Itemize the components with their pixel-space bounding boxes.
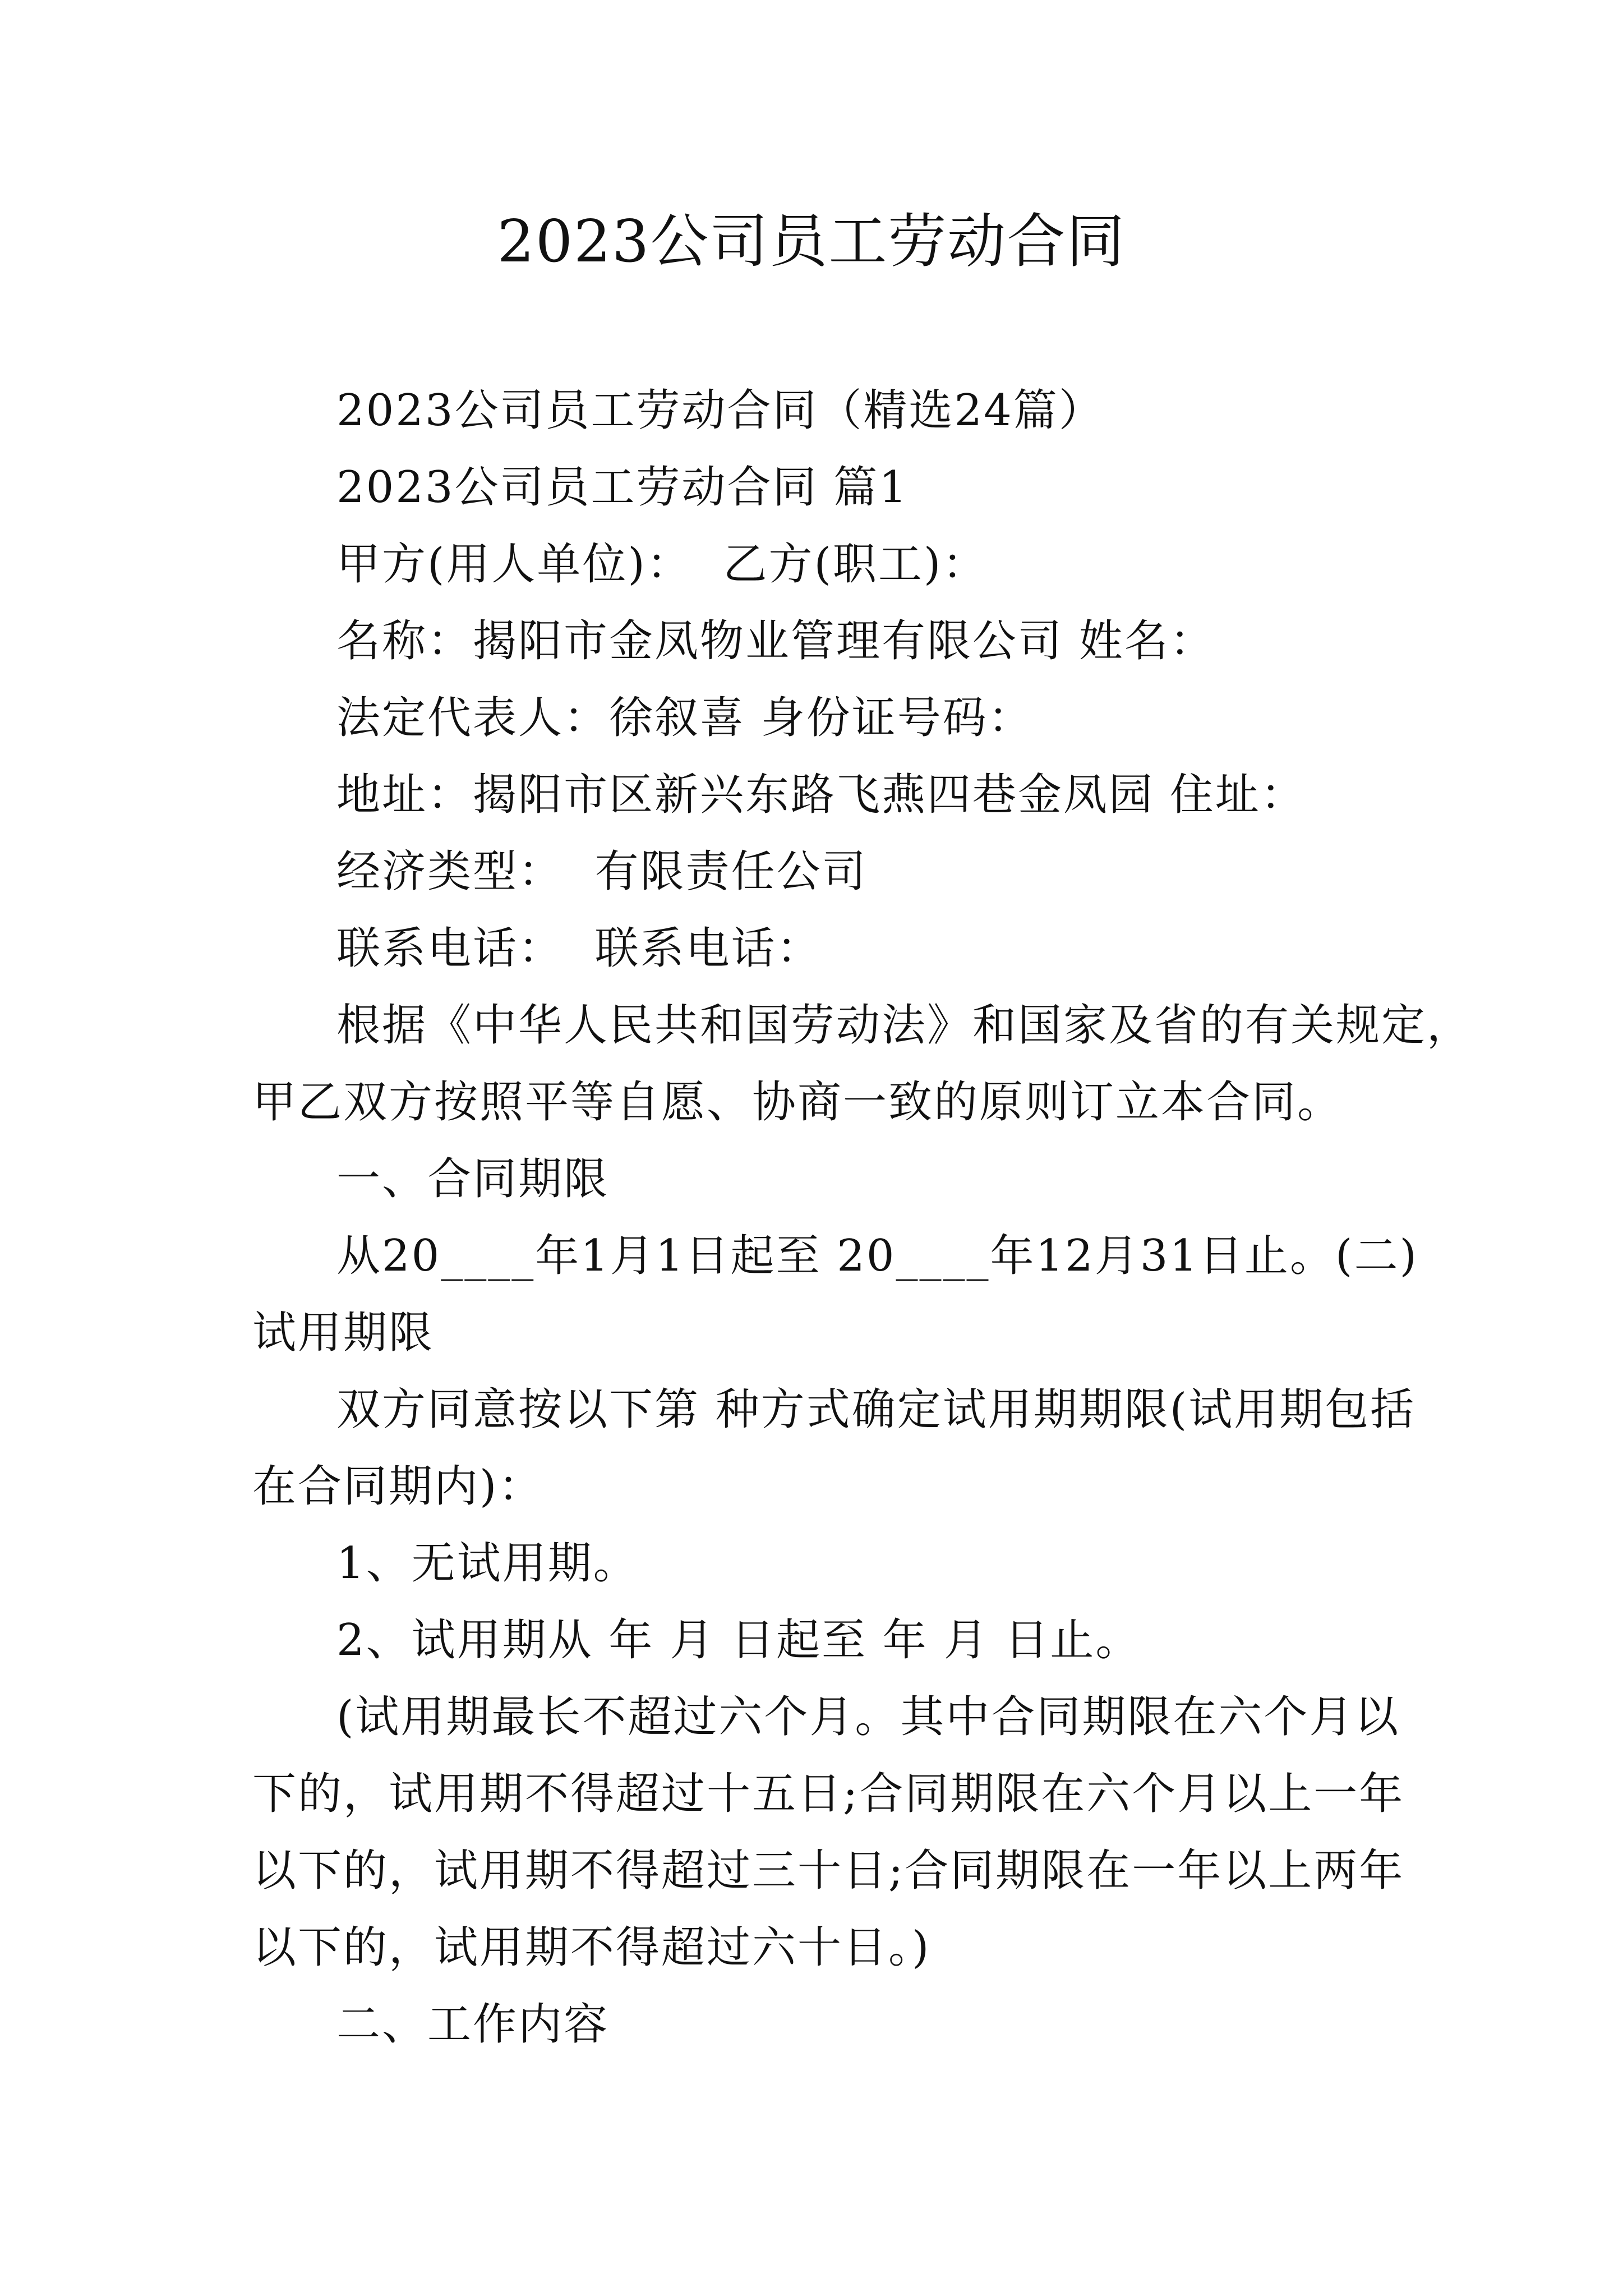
paragraph: [252, 1141, 1385, 1218]
paragraph-line: 甲方(用人单位)： 乙方(职工)：: [336, 539, 988, 590]
paragraph-line: 联系电话： 联系电话：: [336, 923, 822, 974]
paragraph-line: 以下的，试用期不得超过三十日;合同期限在一年以上两年: [252, 1846, 1405, 1896]
paragraph-line: 地址：揭阳市区新兴东路飞燕四巷金凤园 住址：: [336, 770, 1306, 820]
paragraph-line: 根据《中华人民共和国劳动法》和国家及省的有关规定，: [336, 1000, 1473, 1051]
paragraph-line: 从20____年1月1日起至 20____年12月31日止。(二): [336, 1231, 1418, 1281]
paragraph-line: (试用期最长不超过六个月。其中合同期限在六个月以: [336, 1692, 1400, 1742]
paragraph: [252, 1602, 1385, 1679]
paragraph-line: 法定代表人：徐叙喜 身份证号码：: [336, 693, 1034, 743]
paragraph: [252, 603, 1385, 680]
paragraph-line: 名称：揭阳市金凤物业管理有限公司 姓名：: [336, 616, 1215, 666]
document-body: [252, 372, 1473, 2063]
paragraph: [252, 1372, 1416, 1525]
paragraph-line: 经济类型： 有限责任公司: [336, 846, 868, 897]
document-title: 2023公司员工劳动合同: [497, 207, 1126, 275]
paragraph: [252, 987, 1473, 1141]
paragraph: [252, 1986, 1385, 2063]
paragraph-line: 甲乙双方按照平等自愿、协商一致的原则订立本合同。: [252, 1077, 1343, 1128]
paragraph: [252, 1679, 1405, 1986]
paragraph-line: 2023公司员工劳动合同（精选24篇）: [336, 385, 1104, 436]
paragraph: [252, 526, 1385, 603]
paragraph: [252, 1218, 1418, 1372]
paragraph: [252, 1525, 1385, 1602]
paragraph-line: 一、合同期限: [336, 1154, 610, 1204]
paragraph: [252, 910, 1385, 987]
paragraph-line: 以下的，试用期不得超过六十日。): [252, 1922, 931, 1973]
paragraph-line: 试用期限: [252, 1308, 435, 1358]
paragraph-line: 2023公司员工劳动合同 篇1: [336, 462, 909, 513]
paragraph-line: 1、无试用期。: [336, 1538, 639, 1589]
paragraph: [252, 372, 1385, 449]
paragraph-line: 2、试用期从 年 月 日起至 年 月 日止。: [336, 1615, 1141, 1665]
paragraph: [252, 834, 1385, 910]
paragraph: [252, 449, 1385, 526]
paragraph: [252, 680, 1385, 757]
paragraph-line: 双方同意按以下第 种方式确定试用期期限(试用期包括: [336, 1384, 1416, 1435]
paragraph-line: 二、工作内容: [336, 1999, 610, 2050]
paragraph-line: 在合同期内)：: [252, 1461, 544, 1512]
paragraph: [252, 757, 1385, 834]
paragraph-line: 下的，试用期不得超过十五日;合同期限在六个月以上一年: [252, 1769, 1405, 1819]
